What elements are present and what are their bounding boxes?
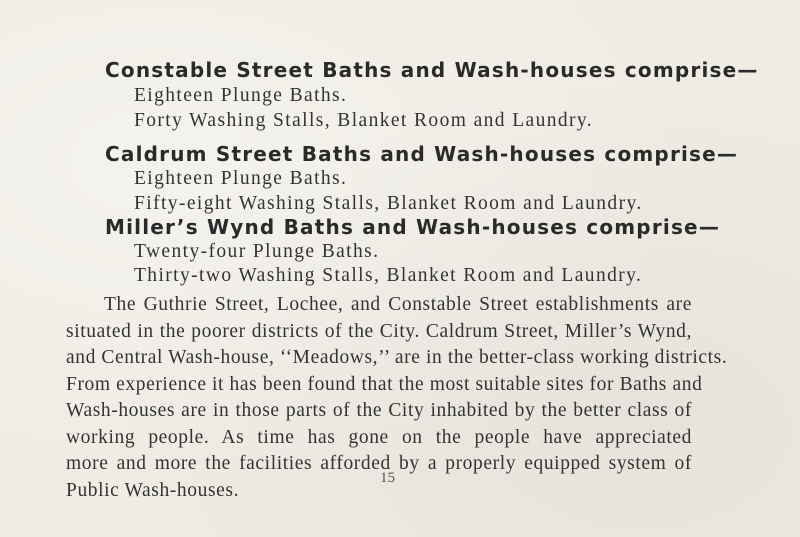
section-heading-caldrum-street: Caldrum Street Baths and Wash-houses comprise— <box>105 142 739 166</box>
paragraph-line: working people. As time has gone on the people have appreciated <box>66 426 692 448</box>
list-item: Eighteen Plunge Baths. <box>134 168 348 189</box>
list-item: Eighteen Plunge Baths. <box>134 85 348 106</box>
body-paragraph <box>66 292 728 504</box>
paragraph-line: more and more the facilities afforded by a properly equipped system of <box>66 453 692 474</box>
list-item: Twenty-four Plunge Baths. <box>134 241 380 262</box>
paragraph-line: From experience it has been found that the most suitable sites for Baths and <box>66 373 703 395</box>
paragraph-line: Wash-houses are in those parts of the City inhabited by the better class of <box>66 400 692 421</box>
list-item: Thirty-two Washing Stalls, Blanket Room and Laundry. <box>134 265 643 286</box>
paragraph-line: and Central Wash-house, ‘‘Meadows,’’ are in the better-class working districts. <box>66 347 728 368</box>
page-number: 15 <box>380 470 395 486</box>
paragraph-line: situated in the poorer districts of the City. Caldrum Street, Miller’s Wynd, <box>66 320 692 342</box>
list-item: Fifty-eight Washing Stalls, Blanket Room and Laundry. <box>134 193 643 214</box>
list-item: Forty Washing Stalls, Blanket Room and Laundry. <box>134 110 594 131</box>
paragraph-line: The Guthrie Street, Lochee, and Constable Street establishments are <box>104 294 692 315</box>
section-heading-millers-wynd: Miller’s Wynd Baths and Wash-houses comprise— <box>105 215 721 239</box>
section-heading-constable-street: Constable Street Baths and Wash-houses comprise— <box>105 58 759 82</box>
paragraph-line: Public Wash-houses. <box>66 479 240 501</box>
